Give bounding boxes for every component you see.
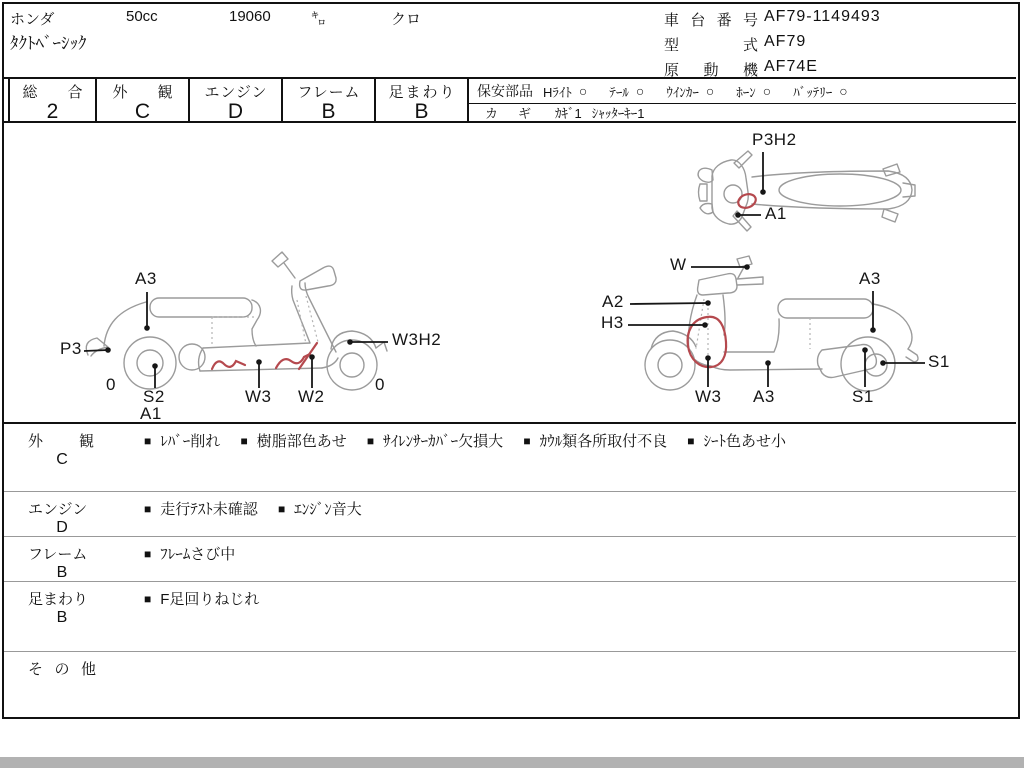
defect-item: ■ ｶｳﾙ類各所取付不良 xyxy=(523,433,668,450)
defect-item: ■ 樹脂部色あせ xyxy=(240,433,347,450)
model-name: ﾀｸﾄﾍﾞｰｼｯｸ xyxy=(10,34,87,53)
defect-code-label: S2 xyxy=(143,387,165,406)
defect-code-label: S1 xyxy=(852,387,874,406)
safety-item-winker: ｳｲﾝｶｰ ○ xyxy=(666,83,715,100)
defect-item: ■ ﾚﾊﾞｰ削れ xyxy=(144,433,221,450)
chassis-number-label: 車台番号 xyxy=(664,12,758,29)
safety-item-tail: ﾃｰﾙ ○ xyxy=(609,83,645,100)
grade-label: 総合 xyxy=(22,84,83,101)
safety-parts-label: 保安部品 xyxy=(477,83,533,99)
defect-code-label: W3 xyxy=(695,387,722,406)
defect-code-label: W xyxy=(670,255,687,274)
checkbox-mark: ■ xyxy=(144,547,152,561)
section-grade: D xyxy=(56,519,68,536)
section-label: 外観 xyxy=(28,433,94,450)
grade-label: フレーム xyxy=(297,84,360,101)
mileage-value: 19060 xyxy=(229,8,271,25)
grade-value: 2 xyxy=(46,100,59,123)
displacement: 50cc xyxy=(126,8,158,25)
mileage-unit: ㌔ xyxy=(311,11,327,28)
defect-comments xyxy=(144,543,980,567)
grade-cell-overall xyxy=(10,79,95,121)
grade-cell-frame xyxy=(283,79,374,121)
red-damage-marks xyxy=(212,192,758,369)
key-label: カギ xyxy=(485,106,531,121)
engine-code-label: 原動機 xyxy=(664,62,758,79)
safety-item-battery: ﾊﾞｯﾃﾘｰ ○ xyxy=(793,83,848,100)
defect-code-label: H3 xyxy=(601,313,624,332)
checkbox-mark: ■ xyxy=(240,434,248,448)
checkbox-mark: ■ xyxy=(523,434,531,448)
model-code-value: AF79 xyxy=(764,33,807,50)
key-count: ｶｷﾞ1 xyxy=(555,106,582,121)
defect-item: ■ 走行ﾃｽﾄ未確認 xyxy=(144,501,258,518)
safety-parts-row xyxy=(469,79,1014,103)
section-label: その他 xyxy=(28,661,96,678)
grade-row xyxy=(4,77,1016,123)
section-grade: C xyxy=(56,451,68,468)
defect-comments xyxy=(144,498,980,522)
checkbox-mark: ■ xyxy=(366,434,375,448)
ok-circle: ○ xyxy=(705,83,715,99)
grade-cell-exterior xyxy=(97,79,188,121)
section-engine xyxy=(4,491,1016,536)
defect-code-label: P3 xyxy=(60,339,82,358)
defect-code-label: A3 xyxy=(859,269,881,288)
defect-code-label: A1 xyxy=(765,204,787,223)
defect-item: ■ F足回りねじれ xyxy=(144,591,260,608)
grade-label: エンジン xyxy=(204,84,267,101)
defect-code-label: A1 xyxy=(140,404,162,423)
section-exterior xyxy=(4,422,1016,491)
defect-code-label: W3 xyxy=(245,387,272,406)
defect-code-label: A3 xyxy=(135,269,157,288)
ok-circle: ○ xyxy=(839,83,848,99)
damage-diagram-area xyxy=(4,128,1017,423)
checkbox-mark: ■ xyxy=(144,592,152,606)
grade-value: C xyxy=(134,100,151,123)
section-undercarriage xyxy=(4,581,1016,651)
defect-item: ■ ｼｰﾄ色あせ小 xyxy=(687,433,787,450)
checkbox-mark: ■ xyxy=(277,502,286,516)
tire-depth-label: 0 xyxy=(375,375,385,394)
shutter-key-count: ｼｬｯﾀｰｷｰ1 xyxy=(591,106,645,121)
section-grade: B xyxy=(56,564,68,581)
section-label: フレーム xyxy=(28,546,88,563)
ok-circle: ○ xyxy=(578,83,588,99)
defect-code-label: W3H2 xyxy=(392,330,442,349)
key-row xyxy=(469,104,1014,121)
section-label: 足まわり xyxy=(28,591,89,608)
defect-code-label: W2 xyxy=(298,387,325,406)
defect-item: ■ ﾌﾚｰﾑさび中 xyxy=(144,546,236,563)
chassis-number-value: AF79-1149493 xyxy=(764,8,881,25)
section-other xyxy=(4,651,1016,717)
defect-code-label: P3H2 xyxy=(752,130,797,149)
grade-value: B xyxy=(414,100,429,123)
checkbox-mark: ■ xyxy=(144,434,152,448)
grade-value: D xyxy=(227,100,244,123)
engine-code-value: AF74E xyxy=(764,58,818,75)
tire-depth-label: 0 xyxy=(106,375,116,394)
body-color: クロ xyxy=(391,11,422,28)
section-frame xyxy=(4,536,1016,581)
safety-item-headlight: Hﾗｲﾄ ○ xyxy=(543,83,588,100)
section-grade: B xyxy=(56,609,68,626)
scan-edge-bar xyxy=(0,757,1024,768)
defect-comments xyxy=(144,430,980,454)
defect-item: ■ ｻｲﾚﾝｻｰｶﾊﾞｰ欠損大 xyxy=(366,433,504,450)
grade-cell-undercarriage xyxy=(376,79,467,121)
defect-comments xyxy=(144,588,980,612)
grade-label: 外観 xyxy=(112,84,173,101)
ok-circle: ○ xyxy=(762,83,772,99)
defect-code-label: A3 xyxy=(753,387,775,406)
section-label: エンジン xyxy=(28,501,88,518)
maker-name: ホンダ xyxy=(10,11,55,28)
defect-code-label: S1 xyxy=(928,352,950,371)
grade-value: B xyxy=(321,100,336,123)
defect-item: ■ ｴﾝｼﾞﾝ音大 xyxy=(277,501,362,518)
ok-circle: ○ xyxy=(635,83,645,99)
checkbox-mark: ■ xyxy=(144,502,152,516)
grade-label: 足まわり xyxy=(388,84,455,101)
model-code-label: 型式 xyxy=(664,37,758,54)
grade-cell-engine xyxy=(190,79,281,121)
safety-item-horn: ﾎｰﾝ ○ xyxy=(736,83,772,100)
checkbox-mark: ■ xyxy=(687,434,695,448)
defect-code-label: A2 xyxy=(602,292,624,311)
